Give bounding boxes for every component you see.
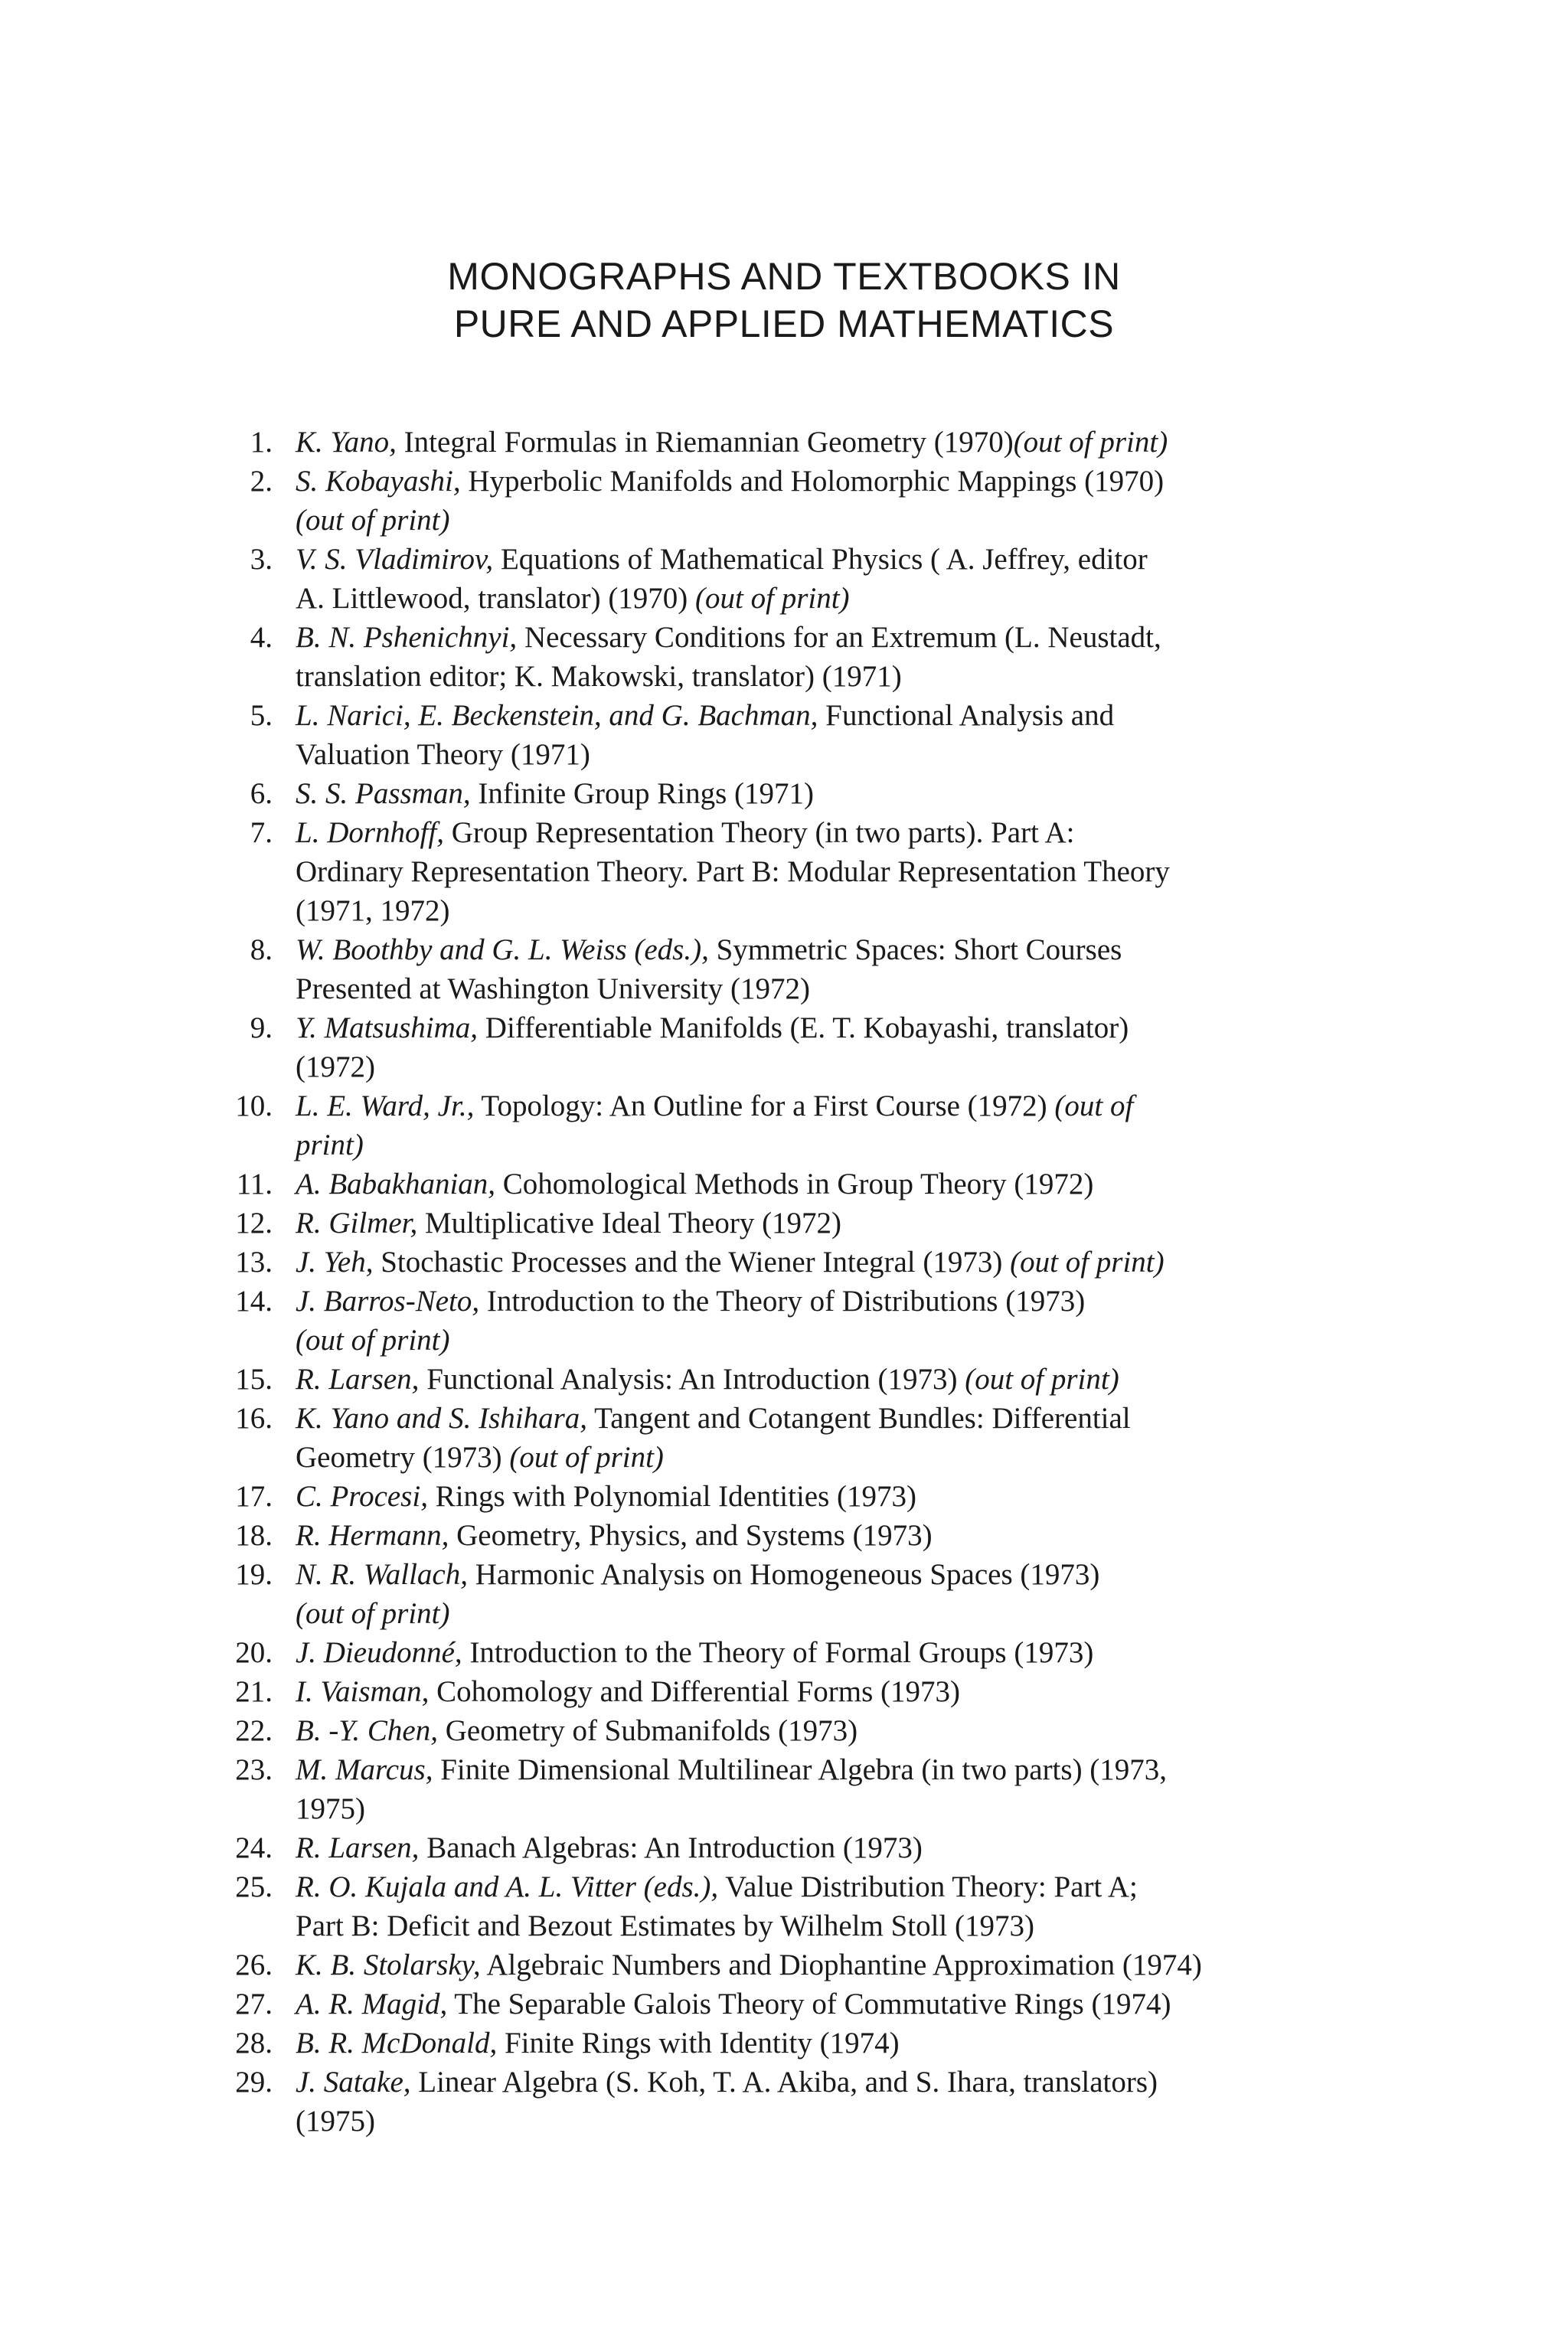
roman-text: Geometry (1973) xyxy=(296,1441,510,1474)
text-line xyxy=(296,1984,1401,2024)
list-item xyxy=(207,1282,1401,1360)
list-item xyxy=(207,1633,1401,1672)
text-line xyxy=(296,1008,1401,1047)
roman-text: Differentiable Manifolds (E. T. Kobayashi, translator) xyxy=(478,1011,1129,1044)
italic-text: R. Larsen, xyxy=(296,1363,420,1396)
list-item-number: 1. xyxy=(250,426,273,459)
text-line xyxy=(296,657,1401,696)
italic-text: A. Babakhanian, xyxy=(296,1168,496,1200)
italic-text: N. R. Wallach, xyxy=(296,1558,468,1591)
text-line xyxy=(296,1672,1401,1711)
text-line xyxy=(296,501,1401,540)
roman-text: Tangent and Cotangent Bundles: Differential xyxy=(587,1402,1131,1435)
italic-text: R. Hermann, xyxy=(296,1519,449,1552)
list-item xyxy=(207,1086,1401,1165)
list-item-number: 2. xyxy=(250,465,273,498)
roman-text: (1971, 1972) xyxy=(296,894,450,927)
list-item xyxy=(207,1204,1401,1243)
text-line xyxy=(296,696,1401,735)
list-item-number: 5. xyxy=(250,699,273,732)
list-item-number: 3. xyxy=(250,543,273,576)
list-item-number: 18. xyxy=(235,1519,273,1552)
text-line xyxy=(296,540,1401,579)
text-line xyxy=(296,1906,1401,1945)
roman-text: Hyperbolic Manifolds and Holomorphic Mappings (1970) xyxy=(460,465,1165,498)
roman-text: Presented at Washington University (1972) xyxy=(296,972,811,1005)
italic-text: L. E. Ward, Jr., xyxy=(296,1089,475,1122)
text-line xyxy=(296,930,1401,969)
italic-text: K. B. Stolarsky, xyxy=(296,1949,481,1981)
text-line xyxy=(296,774,1401,813)
list-item xyxy=(207,1945,1401,1984)
list-item xyxy=(207,813,1401,930)
text-line xyxy=(296,1047,1401,1086)
text-line xyxy=(296,2024,1401,2063)
italic-text: Y. Matsushima, xyxy=(296,1011,479,1044)
list-item-number: 12. xyxy=(235,1207,273,1240)
text-line xyxy=(296,1555,1401,1594)
list-item-number: 24. xyxy=(235,1831,273,1864)
roman-text: Functional Analysis and xyxy=(818,699,1115,732)
list-item-number: 8. xyxy=(250,933,273,966)
italic-text: (out of print) xyxy=(965,1363,1119,1396)
italic-text: (out of print) xyxy=(296,1597,450,1630)
text-line xyxy=(296,1594,1401,1633)
list-item-number: 14. xyxy=(235,1285,273,1318)
text-line xyxy=(296,1086,1401,1125)
list-item-number: 19. xyxy=(235,1558,273,1591)
italic-text: K. Yano and S. Ishihara, xyxy=(296,1402,588,1435)
list-item-text xyxy=(296,462,1401,540)
list-item-text xyxy=(296,1008,1401,1086)
list-item xyxy=(207,1399,1401,1477)
roman-text: Finite Rings with Identity (1974) xyxy=(497,2027,900,2060)
italic-text: C. Procesi, xyxy=(296,1480,428,1513)
list-item xyxy=(207,1165,1401,1204)
italic-text: R. Larsen, xyxy=(296,1831,420,1864)
list-item-number: 29. xyxy=(235,2066,273,2099)
list-item-text xyxy=(296,1086,1401,1165)
roman-text: Cohomology and Differential Forms (1973) xyxy=(429,1675,961,1708)
text-line xyxy=(296,1438,1401,1477)
italic-text: R. O. Kujala and A. L. Vitter (eds.), xyxy=(296,1870,719,1903)
list-item-number: 6. xyxy=(250,777,273,810)
title-line-1: MONOGRAPHS AND TEXTBOOKS IN xyxy=(447,255,1121,298)
italic-text: L. Dornhoff, xyxy=(296,816,444,849)
italic-text: print) xyxy=(296,1129,364,1161)
text-line xyxy=(296,1125,1401,1165)
roman-text: Valuation Theory (1971) xyxy=(296,738,590,771)
list-item-text xyxy=(296,1282,1401,1360)
text-line xyxy=(296,1633,1401,1672)
list-item-text xyxy=(296,1945,1401,1984)
italic-text: S. Kobayashi, xyxy=(296,465,461,498)
list-item-text xyxy=(296,1867,1401,1945)
roman-text: The Separable Galois Theory of Commutative Rings (1974) xyxy=(447,1988,1171,2020)
list-item-number: 27. xyxy=(235,1988,273,2020)
roman-text: Functional Analysis: An Introduction (1973) xyxy=(419,1363,965,1396)
list-item xyxy=(207,1984,1401,2024)
list-item-text xyxy=(296,1984,1401,2024)
list-item-text xyxy=(296,1399,1401,1477)
list-item xyxy=(207,930,1401,1008)
list-item xyxy=(207,618,1401,696)
list-item-number: 7. xyxy=(250,816,273,849)
list-item-number: 11. xyxy=(236,1168,273,1200)
roman-text: Integral Formulas in Riemannian Geometry (1970) xyxy=(396,426,1014,459)
roman-text: (1975) xyxy=(296,2105,375,2138)
text-line xyxy=(296,2102,1401,2141)
list-item-number: 20. xyxy=(235,1636,273,1669)
text-line xyxy=(296,423,1401,462)
text-line xyxy=(296,1165,1401,1204)
list-item-text xyxy=(296,1750,1401,1828)
roman-text: Part B: Deficit and Bezout Estimates by Wilhelm Stoll (1973) xyxy=(296,1909,1034,1942)
italic-text: B. R. McDonald, xyxy=(296,2027,498,2060)
italic-text: B. -Y. Chen, xyxy=(296,1714,438,1747)
text-line xyxy=(296,1828,1401,1867)
list-item-text xyxy=(296,423,1401,462)
text-line xyxy=(296,1399,1401,1438)
list-item xyxy=(207,1555,1401,1633)
roman-text: Geometry, Physics, and Systems (1973) xyxy=(449,1519,933,1552)
list-item xyxy=(207,1711,1401,1750)
italic-text: K. Yano, xyxy=(296,426,397,459)
italic-text: B. N. Pshenichnyi, xyxy=(296,621,518,654)
roman-text: Linear Algebra (S. Koh, T. A. Akiba, and S. Ihara, translators) xyxy=(410,2066,1158,2099)
italic-text: A. R. Magid, xyxy=(296,1988,448,2020)
list-item-text xyxy=(296,1672,1401,1711)
list-item xyxy=(207,1008,1401,1086)
text-line xyxy=(296,1789,1401,1828)
roman-text: Necessary Conditions for an Extremum (L. Neustadt, xyxy=(517,621,1161,654)
list-item-number: 15. xyxy=(235,1363,273,1396)
text-line xyxy=(296,1477,1401,1516)
italic-text: I. Vaisman, xyxy=(296,1675,430,1708)
text-line xyxy=(296,462,1401,501)
italic-text: (out of print) xyxy=(1013,426,1168,459)
list-item xyxy=(207,1243,1401,1282)
italic-text: (out of print) xyxy=(296,1324,450,1357)
list-item-number: 17. xyxy=(235,1480,273,1513)
list-item-text xyxy=(296,774,1401,813)
list-item-text xyxy=(296,1243,1401,1282)
text-line xyxy=(296,852,1401,891)
list-item xyxy=(207,1828,1401,1867)
roman-text: Rings with Polynomial Identities (1973) xyxy=(427,1480,917,1513)
list-item xyxy=(207,1477,1401,1516)
text-line xyxy=(296,891,1401,930)
list-item xyxy=(207,540,1401,618)
text-line xyxy=(296,1711,1401,1750)
list-item-text xyxy=(296,1633,1401,1672)
italic-text: (out of print) xyxy=(695,582,850,615)
roman-text: Banach Algebras: An Introduction (1973) xyxy=(419,1831,923,1864)
list-item-number: 13. xyxy=(235,1246,273,1279)
roman-text: Introduction to the Theory of Distributions (1973) xyxy=(479,1285,1086,1318)
list-item-text xyxy=(296,2024,1401,2063)
list-item-number: 22. xyxy=(235,1714,273,1747)
italic-text: R. Gilmer, xyxy=(296,1207,418,1240)
list-item-text xyxy=(296,1828,1401,1867)
italic-text: S. S. Passman, xyxy=(296,777,471,810)
roman-text: Symmetric Spaces: Short Courses xyxy=(708,933,1122,966)
text-line xyxy=(296,1282,1401,1321)
text-line xyxy=(296,1750,1401,1789)
list-item xyxy=(207,1516,1401,1555)
roman-text: Geometry of Submanifolds (1973) xyxy=(438,1714,858,1747)
list-item-number: 26. xyxy=(235,1949,273,1981)
roman-text: 1975) xyxy=(296,1792,365,1825)
roman-text: Finite Dimensional Multilinear Algebra (in two parts) (1973, xyxy=(433,1753,1168,1786)
text-line xyxy=(296,618,1401,657)
title-line-2: PURE AND APPLIED MATHEMATICS xyxy=(453,302,1115,345)
roman-text: (1972) xyxy=(296,1050,375,1083)
list-item-text xyxy=(296,1165,1401,1204)
list-item-number: 10. xyxy=(235,1089,273,1122)
list-item xyxy=(207,1867,1401,1945)
list-item xyxy=(207,2024,1401,2063)
italic-text: J. Barros-Neto, xyxy=(296,1285,480,1318)
list-item-text xyxy=(296,540,1401,618)
roman-text: Value Distribution Theory: Part A; xyxy=(718,1870,1138,1903)
roman-text: Algebraic Numbers and Diophantine Approximation (1974) xyxy=(480,1949,1202,1981)
text-line xyxy=(296,735,1401,774)
italic-text: W. Boothby and G. L. Weiss (eds.), xyxy=(296,933,709,966)
list-item xyxy=(207,1360,1401,1399)
list-item xyxy=(207,2063,1401,2141)
text-line xyxy=(296,813,1401,852)
list-item-number: 4. xyxy=(250,621,273,654)
italic-text: J. Satake, xyxy=(296,2066,411,2099)
text-line xyxy=(296,1867,1401,1906)
list-item xyxy=(207,1750,1401,1828)
roman-text: A. Littlewood, translator) (1970) xyxy=(296,582,696,615)
list-item-text xyxy=(296,1360,1401,1399)
text-line xyxy=(296,1321,1401,1360)
list-item-text xyxy=(296,1555,1401,1633)
list-item-number: 16. xyxy=(235,1402,273,1435)
list-item-text xyxy=(296,618,1401,696)
list-item-text xyxy=(296,1516,1401,1555)
roman-text: Ordinary Representation Theory. Part B: Modular Representation Theory xyxy=(296,855,1170,888)
list-item-text xyxy=(296,930,1401,1008)
italic-text: (out of xyxy=(1054,1089,1134,1122)
roman-text: Topology: An Outline for a First Course (1972) xyxy=(474,1089,1055,1122)
list-item xyxy=(207,1672,1401,1711)
list-item xyxy=(207,696,1401,774)
list-item-number: 21. xyxy=(235,1675,273,1708)
list-item-number: 9. xyxy=(250,1011,273,1044)
page-title xyxy=(0,253,1568,348)
monograph-list xyxy=(207,423,1401,2141)
list-item xyxy=(207,462,1401,540)
text-line xyxy=(296,1360,1401,1399)
text-line xyxy=(296,1516,1401,1555)
text-line xyxy=(296,1204,1401,1243)
italic-text: L. Narici, E. Beckenstein, and G. Bachman, xyxy=(296,699,818,732)
list-item-text xyxy=(296,1477,1401,1516)
italic-text: J. Yeh, xyxy=(296,1246,374,1279)
text-line xyxy=(296,969,1401,1008)
roman-text: Harmonic Analysis on Homogeneous Spaces (1973) xyxy=(467,1558,1100,1591)
roman-text: Multiplicative Ideal Theory (1972) xyxy=(417,1207,842,1240)
roman-text: Cohomological Methods in Group Theory (1972) xyxy=(495,1168,1094,1200)
text-line xyxy=(296,579,1401,618)
text-line xyxy=(296,1945,1401,1984)
roman-text: Stochastic Processes and the Wiener Integral (1973) xyxy=(373,1246,1011,1279)
list-item-number: 23. xyxy=(235,1753,273,1786)
italic-text: (out of print) xyxy=(509,1441,664,1474)
italic-text: (out of print) xyxy=(296,504,450,537)
text-line xyxy=(296,1243,1401,1282)
list-item-text xyxy=(296,1204,1401,1243)
list-item xyxy=(207,423,1401,462)
list-item-number: 25. xyxy=(235,1870,273,1903)
list-item-text xyxy=(296,1711,1401,1750)
italic-text: V. S. Vladimirov, xyxy=(296,543,494,576)
italic-text: (out of print) xyxy=(1010,1246,1165,1279)
list-item-text xyxy=(296,2063,1401,2141)
list-item-number: 28. xyxy=(235,2027,273,2060)
list-item-text xyxy=(296,696,1401,774)
roman-text: Infinite Group Rings (1971) xyxy=(470,777,815,810)
list-item xyxy=(207,774,1401,813)
roman-text: Group Representation Theory (in two parts). Part A: xyxy=(443,816,1075,849)
italic-text: M. Marcus, xyxy=(296,1753,433,1786)
text-line xyxy=(296,2063,1401,2102)
roman-text: Equations of Mathematical Physics ( A. Jeffrey, editor xyxy=(493,543,1148,576)
list-item-text xyxy=(296,813,1401,930)
roman-text: Introduction to the Theory of Formal Groups (1973) xyxy=(462,1636,1094,1669)
roman-text: translation editor; K. Makowski, translator) (1971) xyxy=(296,660,902,693)
italic-text: J. Dieudonné, xyxy=(296,1636,462,1669)
